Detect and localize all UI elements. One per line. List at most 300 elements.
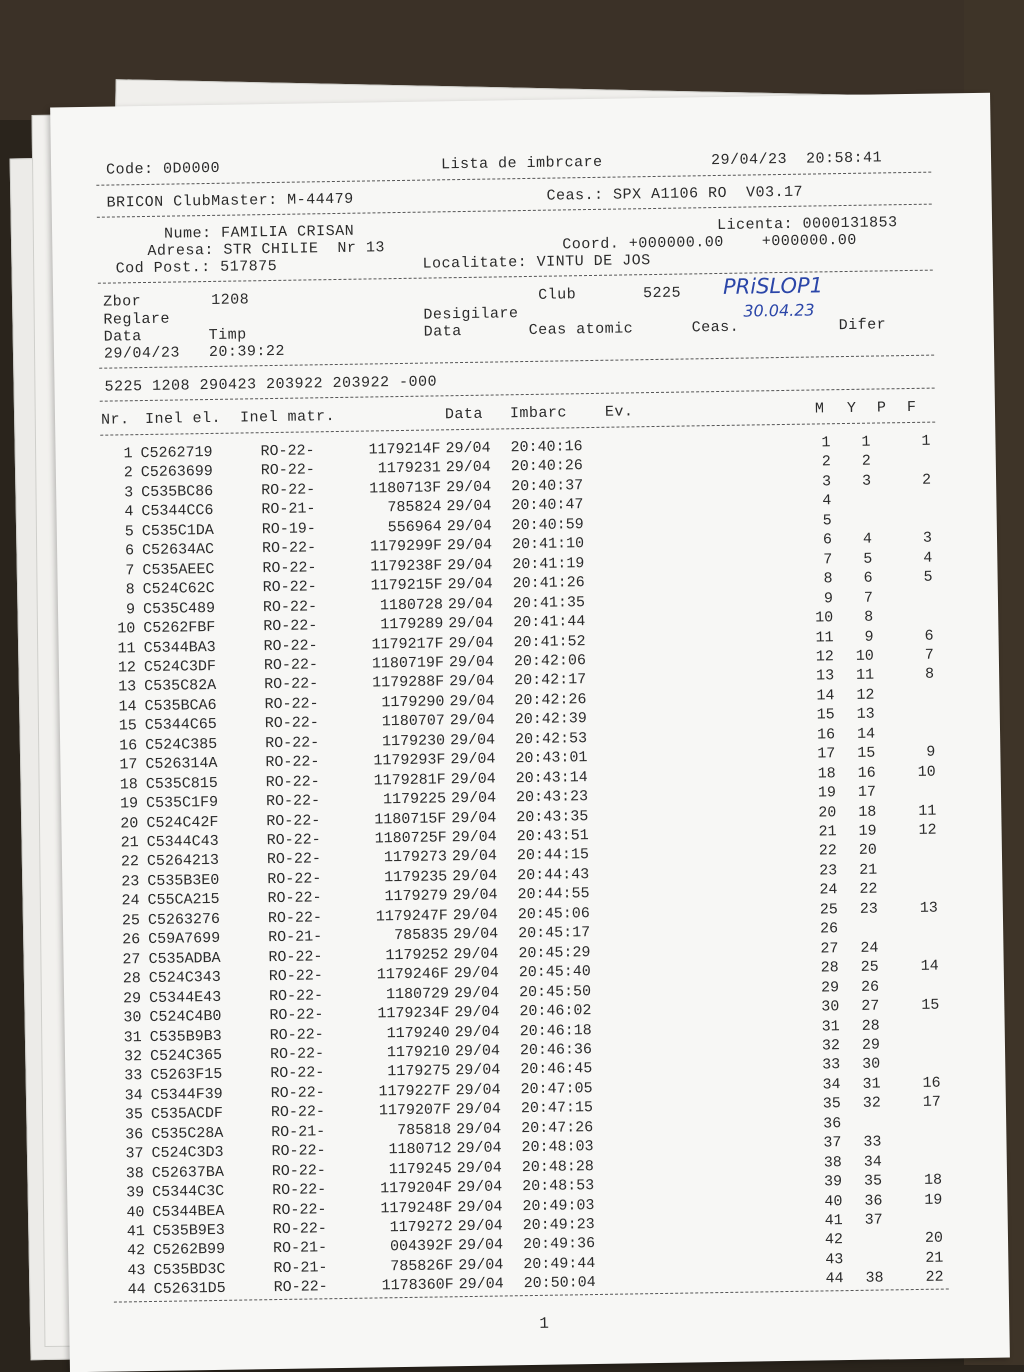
cell-nr: 7 — [102, 562, 134, 580]
cell-time: 20:42:39 — [515, 710, 587, 728]
cell-matr: 1179290 — [344, 693, 444, 712]
cell-y: 9 — [848, 628, 873, 645]
cell-date: 29/04 — [457, 1159, 502, 1177]
zbor-label: Zbor — [103, 293, 141, 311]
cell-matr: 1179252 — [348, 946, 448, 965]
cell-m: 30 — [814, 998, 839, 1015]
cell-nr: 15 — [105, 717, 137, 735]
cell-matr: 1179245 — [352, 1160, 452, 1179]
cell-inel: C55CA215 — [147, 891, 219, 909]
cell-y: 3 — [846, 473, 871, 490]
cell-time: 20:48:03 — [521, 1138, 593, 1156]
cell-matr: 1180719F — [344, 654, 444, 673]
cell-m: 12 — [809, 648, 834, 665]
cell-time: 20:41:10 — [512, 535, 584, 553]
cell-inel: C59A7699 — [148, 930, 220, 948]
cell-inel: C5344BA3 — [143, 638, 215, 656]
cell-f: 19 — [917, 1191, 942, 1208]
cell-matr: 1179225 — [346, 790, 446, 809]
cell-time: 20:46:02 — [519, 1002, 591, 1020]
cell-matr: 1179234F — [349, 1004, 449, 1023]
cell-date: 29/04 — [454, 984, 499, 1002]
cell-nr: 18 — [106, 776, 138, 794]
cell-pref: RO-22- — [263, 637, 317, 655]
cell-time: 20:48:53 — [522, 1177, 594, 1195]
cell-inel: C524C4B0 — [149, 1008, 221, 1026]
cell-pref: RO-22- — [272, 1162, 326, 1180]
cell-pref: RO-22- — [269, 1006, 323, 1024]
cell-inel: C524C62C — [143, 580, 215, 598]
cell-y: 21 — [852, 861, 877, 878]
cell-nr: 5 — [102, 523, 134, 541]
cell-m: 29 — [814, 979, 839, 996]
cell-nr: 41 — [113, 1223, 145, 1241]
cell-time: 20:43:35 — [516, 808, 588, 826]
cell-inel: C535C28A — [151, 1125, 223, 1143]
cell-date: 29/04 — [456, 1120, 501, 1138]
cell-m: 38 — [817, 1154, 842, 1171]
cell-time: 20:40:16 — [510, 438, 582, 456]
cell-f: 13 — [913, 899, 938, 916]
cell-matr: 1179293F — [345, 752, 445, 771]
cell-matr: 1179240 — [350, 1024, 450, 1043]
cell-y: 10 — [849, 648, 874, 665]
cell-date: 29/04 — [458, 1217, 503, 1235]
cell-y: 11 — [849, 667, 874, 684]
cell-pref: RO-19- — [262, 520, 316, 538]
cell-date: 29/04 — [456, 1101, 501, 1119]
flight-code-line: 5225 1208 290423 203922 203922 -000 — [104, 373, 437, 395]
cell-nr: 16 — [105, 737, 137, 755]
handwritten-place: PRiSLOP1 — [723, 273, 823, 299]
cell-y: 34 — [857, 1153, 882, 1170]
cell-y: 24 — [853, 939, 878, 956]
cell-inel: C535BCA6 — [144, 697, 216, 715]
cell-pref: RO-22- — [274, 1279, 328, 1297]
cell-m: 5 — [807, 512, 832, 529]
cell-pref: RO-22- — [264, 695, 318, 713]
cell-date: 29/04 — [453, 945, 498, 963]
cell-y: 28 — [855, 1017, 880, 1034]
cell-time: 20:41:44 — [513, 613, 585, 631]
cell-inel: C535C1F9 — [146, 794, 218, 812]
cell-m: 25 — [813, 901, 838, 918]
cell-pref: RO-21- — [261, 501, 315, 519]
timp-label: Timp — [209, 326, 247, 344]
cell-pref: RO-22- — [265, 715, 319, 733]
cell-matr: 556964 — [342, 518, 442, 537]
cell-time: 20:49:44 — [523, 1255, 595, 1273]
col-m: M — [815, 400, 825, 417]
cell-y: 19 — [851, 823, 876, 840]
cell-pref: RO-22- — [272, 1181, 326, 1199]
cell-nr: 3 — [101, 484, 133, 502]
cell-pref: RO-21- — [273, 1240, 327, 1258]
cell-inel: C535C1DA — [142, 522, 214, 540]
cell-time: 20:50:04 — [524, 1274, 596, 1292]
cell-date: 29/04 — [457, 1198, 502, 1216]
cell-matr: 1179281F — [346, 771, 446, 790]
reglare-time: 20:39:22 — [209, 343, 285, 361]
cell-pref: RO-22- — [263, 598, 317, 616]
cell-time: 20:47:05 — [520, 1080, 592, 1098]
cell-nr: 20 — [106, 815, 138, 833]
code-label: Code: 0D0000 — [106, 160, 220, 179]
cell-nr: 34 — [111, 1087, 143, 1105]
cell-inel: C535BC86 — [141, 483, 213, 501]
cell-date: 29/04 — [450, 731, 495, 749]
cell-inel: C524C42F — [146, 813, 218, 831]
cell-inel: C5262719 — [140, 444, 212, 462]
cell-pref: RO-22- — [267, 831, 321, 849]
cell-inel: C535B9E3 — [153, 1222, 225, 1240]
cell-date: 29/04 — [450, 712, 495, 730]
cell-inel: C5344C65 — [145, 716, 217, 734]
cell-nr: 28 — [109, 970, 141, 988]
cell-matr: 1178360F — [354, 1277, 454, 1296]
document-title: Lista de imbrcare — [441, 154, 603, 174]
cell-m: 21 — [811, 823, 836, 840]
cell-y: 38 — [858, 1270, 883, 1287]
cell-pref: RO-22- — [268, 948, 322, 966]
cell-m: 24 — [812, 882, 837, 899]
cell-date: 29/04 — [447, 556, 492, 574]
desigilare-label: Desigilare — [423, 305, 518, 323]
cell-f: 6 — [908, 627, 933, 644]
cell-m: 9 — [808, 590, 833, 607]
cell-pref: RO-22- — [263, 578, 317, 596]
cell-m: 39 — [817, 1173, 842, 1190]
cell-m: 6 — [807, 531, 832, 548]
cell-m: 17 — [810, 745, 835, 762]
cell-matr: 785835 — [348, 927, 448, 946]
cell-time: 20:44:15 — [517, 847, 589, 865]
col-nr: Nr. — [101, 411, 130, 428]
cell-inel: C52631D5 — [154, 1280, 226, 1298]
cell-matr: 1180725F — [347, 829, 447, 848]
cell-f: 21 — [918, 1249, 943, 1266]
cell-matr: 1179299F — [342, 538, 442, 557]
cell-pref: RO-22- — [269, 987, 323, 1005]
cell-pref: RO-22- — [261, 481, 315, 499]
cell-inel: C524C343 — [149, 969, 221, 987]
cell-date: 29/04 — [458, 1237, 503, 1255]
difer-label: Difer — [839, 316, 887, 334]
cell-y: 14 — [850, 725, 875, 742]
cell-y: 23 — [853, 900, 878, 917]
cell-nr: 31 — [110, 1029, 142, 1047]
cell-matr: 1179235 — [347, 868, 447, 887]
cell-pref: RO-22- — [271, 1142, 325, 1160]
cell-y: 8 — [848, 609, 873, 626]
cell-time: 20:45:17 — [518, 924, 590, 942]
cell-m: 19 — [811, 784, 836, 801]
cell-time: 20:46:36 — [520, 1041, 592, 1059]
cell-inel: C535C82A — [144, 677, 216, 695]
owner-address: Adresa: STR CHILIE Nr 13 — [147, 239, 385, 260]
cell-date: 29/04 — [451, 809, 496, 827]
cell-matr: 1179246F — [349, 965, 449, 984]
cell-nr: 30 — [109, 1009, 141, 1027]
cell-m: 3 — [806, 473, 831, 490]
cell-time: 20:45:50 — [519, 983, 591, 1001]
reglare-date: 29/04/23 — [104, 344, 180, 362]
cell-date: 29/04 — [451, 790, 496, 808]
cell-nr: 38 — [112, 1165, 144, 1183]
cell-time: 20:49:36 — [523, 1235, 595, 1253]
cell-m: 35 — [816, 1095, 841, 1112]
cell-date: 29/04 — [453, 926, 498, 944]
cell-date: 29/04 — [455, 1023, 500, 1041]
cell-inel: C5344C3C — [152, 1183, 224, 1201]
col-f: F — [907, 399, 917, 416]
cell-time: 20:43:01 — [515, 749, 587, 767]
cell-inel: C5263F15 — [150, 1066, 222, 1084]
cell-matr: 1180729 — [349, 985, 449, 1004]
cell-date: 29/04 — [452, 848, 497, 866]
cell-inel: C5344C43 — [147, 833, 219, 851]
cell-nr: 9 — [103, 601, 135, 619]
cell-matr: 1179214F — [340, 440, 440, 459]
cell-pref: RO-22- — [273, 1220, 327, 1238]
cell-inel: C526314A — [145, 755, 217, 773]
cell-time: 20:42:06 — [514, 652, 586, 670]
cell-time: 20:45:06 — [518, 905, 590, 923]
cell-time: 20:48:28 — [522, 1158, 594, 1176]
cell-nr: 24 — [107, 892, 139, 910]
cell-y: 1 — [845, 434, 870, 451]
cell-matr: 1179231 — [341, 460, 441, 479]
cell-m: 18 — [811, 765, 836, 782]
cell-date: 29/04 — [452, 887, 497, 905]
cell-time: 20:42:17 — [514, 672, 586, 690]
cell-nr: 23 — [107, 873, 139, 891]
coordinates: Coord. +000000.00 +000000.00 — [562, 232, 857, 254]
cell-time: 20:42:53 — [515, 730, 587, 748]
cell-pref: RO-22- — [270, 1026, 324, 1044]
cell-time: 20:44:55 — [517, 885, 589, 903]
col-ev: Ev. — [605, 403, 634, 420]
cell-date: 29/04 — [446, 498, 491, 516]
cell-matr: 1179288F — [344, 674, 444, 693]
cell-inel: C5344F39 — [151, 1086, 223, 1104]
cell-matr: 1179217F — [343, 635, 443, 654]
cell-nr: 26 — [108, 931, 140, 949]
cell-inel: C52634AC — [142, 541, 214, 559]
cell-y: 37 — [858, 1212, 883, 1229]
cell-f: 20 — [918, 1230, 943, 1247]
cell-m: 16 — [810, 726, 835, 743]
cell-m: 28 — [814, 959, 839, 976]
ceas-atomic-label: Ceas atomic — [529, 320, 634, 339]
cell-f: 22 — [918, 1269, 943, 1286]
cell-pref: RO-22- — [262, 559, 316, 577]
cell-inel: C535B9B3 — [150, 1027, 222, 1045]
cell-pref: RO-22- — [268, 909, 322, 927]
cell-m: 1 — [805, 434, 830, 451]
cell-m: 23 — [812, 862, 837, 879]
cell-inel: C52637BA — [152, 1164, 224, 1182]
cell-m: 41 — [818, 1212, 843, 1229]
col-inel-matr: Inel matr. — [240, 408, 335, 426]
cell-matr: 1179215F — [343, 576, 443, 595]
cell-y: 36 — [857, 1192, 882, 1209]
cell-pref: RO-22- — [266, 792, 320, 810]
cell-m: 2 — [806, 454, 831, 471]
cell-f: 17 — [916, 1094, 941, 1111]
cell-date: 29/04 — [445, 440, 490, 458]
cell-pref: RO-22- — [266, 773, 320, 791]
cell-date: 29/04 — [446, 459, 491, 477]
cell-date: 29/04 — [451, 770, 496, 788]
cell-nr: 13 — [104, 679, 136, 697]
cell-inel: C535B3E0 — [147, 872, 219, 890]
cell-pref: RO-22- — [271, 1104, 325, 1122]
cell-time: 20:43:14 — [516, 769, 588, 787]
cell-m: 43 — [818, 1251, 843, 1268]
cell-pref: RO-21- — [273, 1259, 327, 1277]
cell-inel: C524C385 — [145, 736, 217, 754]
cell-pref: RO-22- — [264, 656, 318, 674]
cell-pref: RO-22- — [262, 540, 316, 558]
cell-nr: 11 — [103, 640, 135, 658]
cell-m: 7 — [807, 551, 832, 568]
cell-f: 15 — [914, 997, 939, 1014]
cell-date: 29/04 — [449, 692, 494, 710]
cell-date: 29/04 — [448, 634, 493, 652]
col-p: P — [877, 399, 887, 416]
cell-time: 20:41:19 — [512, 555, 584, 573]
cell-matr: 1179210 — [350, 1043, 450, 1062]
cell-y: 27 — [854, 998, 879, 1015]
cell-y: 16 — [851, 764, 876, 781]
cell-pref: RO-22- — [270, 1045, 324, 1063]
cell-date: 29/04 — [452, 867, 497, 885]
cell-date: 29/04 — [456, 1140, 501, 1158]
cell-y: 15 — [850, 745, 875, 762]
cell-inel: C535BD3C — [153, 1261, 225, 1279]
cell-nr: 6 — [102, 542, 134, 560]
cell-date: 29/04 — [454, 965, 499, 983]
cell-y: 31 — [855, 1075, 880, 1092]
cell-m: 34 — [815, 1076, 840, 1093]
cell-nr: 21 — [107, 834, 139, 852]
cell-nr: 36 — [111, 1126, 143, 1144]
cell-date: 29/04 — [446, 478, 491, 496]
cell-nr: 17 — [105, 756, 137, 774]
cell-inel: C5344E43 — [149, 988, 221, 1006]
cell-pref: RO-22- — [269, 967, 323, 985]
cell-y: 30 — [855, 1056, 880, 1073]
cell-inel: C5262B99 — [153, 1241, 225, 1259]
cell-m: 40 — [817, 1193, 842, 1210]
cell-f: 8 — [909, 666, 934, 683]
cell-matr: 1179247F — [348, 907, 448, 926]
cell-nr: 4 — [101, 504, 133, 522]
cell-date: 29/04 — [448, 595, 493, 613]
cell-time: 20:46:45 — [520, 1060, 592, 1078]
cell-y: 26 — [854, 978, 879, 995]
cell-nr: 10 — [103, 620, 135, 638]
cell-f: 12 — [911, 822, 936, 839]
cell-pref: RO-22- — [261, 462, 315, 480]
handwritten-date: 30.04.23 — [743, 300, 815, 320]
cell-m: 31 — [815, 1018, 840, 1035]
cell-nr: 1 — [100, 445, 132, 463]
cell-matr: 1179204F — [352, 1179, 452, 1198]
cell-pref: RO-22- — [270, 1065, 324, 1083]
printout-page — [50, 93, 1010, 1372]
cell-nr: 33 — [110, 1068, 142, 1086]
cell-m: 42 — [818, 1232, 843, 1249]
cell-m: 26 — [813, 920, 838, 937]
cell-matr: 785824 — [341, 499, 441, 518]
cell-nr: 32 — [110, 1048, 142, 1066]
locality: Localitate: VINTU DE JOS — [422, 252, 650, 273]
cell-m: 14 — [809, 687, 834, 704]
cell-y: 22 — [852, 881, 877, 898]
cell-f: 1 — [905, 433, 930, 450]
cell-nr: 29 — [109, 990, 141, 1008]
cell-pref: RO-22- — [267, 851, 321, 869]
cell-pref: RO-22- — [272, 1201, 326, 1219]
cell-f: 10 — [911, 763, 936, 780]
cell-m: 10 — [808, 609, 833, 626]
cell-date: 29/04 — [449, 653, 494, 671]
cell-nr: 22 — [107, 854, 139, 872]
cell-pref: RO-22- — [264, 676, 318, 694]
cell-date: 29/04 — [454, 1004, 499, 1022]
cell-y: 13 — [850, 706, 875, 723]
cell-y: 2 — [846, 453, 871, 470]
zbor-value: 1208 — [211, 291, 249, 309]
cell-m: 15 — [810, 707, 835, 724]
cell-inel: C524C3DF — [144, 658, 216, 676]
system-name: BRICON ClubMaster: M-44479 — [106, 191, 353, 212]
cell-pref: RO-22- — [265, 734, 319, 752]
cell-nr: 14 — [104, 698, 136, 716]
data2-label: Data — [424, 323, 462, 341]
owner-name: Nume: FAMILIA CRISAN — [164, 223, 354, 243]
col-imbarc: Imbarc — [510, 404, 567, 422]
cell-time: 20:41:52 — [513, 633, 585, 651]
cell-matr: 1179238F — [342, 557, 442, 576]
cell-nr: 43 — [113, 1262, 145, 1280]
cell-inel: C524C365 — [150, 1047, 222, 1065]
cell-matr: 1179248F — [352, 1199, 452, 1218]
cell-f: 7 — [909, 647, 934, 664]
cell-matr: 004392F — [353, 1238, 453, 1257]
cell-matr: 1179230 — [345, 732, 445, 751]
cell-time: 20:43:23 — [516, 788, 588, 806]
cell-y: 32 — [856, 1095, 881, 1112]
cell-date: 29/04 — [448, 576, 493, 594]
cell-y: 12 — [849, 686, 874, 703]
cell-y: 29 — [855, 1036, 880, 1053]
cell-y: 25 — [854, 959, 879, 976]
cell-inel: C535C489 — [143, 600, 215, 618]
cell-f: 11 — [911, 802, 936, 819]
cell-nr: 37 — [111, 1145, 143, 1163]
cell-matr: 785818 — [351, 1121, 451, 1140]
cell-nr: 42 — [113, 1243, 145, 1261]
cell-time: 20:41:26 — [513, 574, 585, 592]
cell-time: 20:41:35 — [513, 594, 585, 612]
cell-inel: C524C3D3 — [151, 1144, 223, 1162]
cell-date: 29/04 — [458, 1256, 503, 1274]
cell-m: 8 — [807, 570, 832, 587]
cell-pref: RO-22- — [267, 890, 321, 908]
